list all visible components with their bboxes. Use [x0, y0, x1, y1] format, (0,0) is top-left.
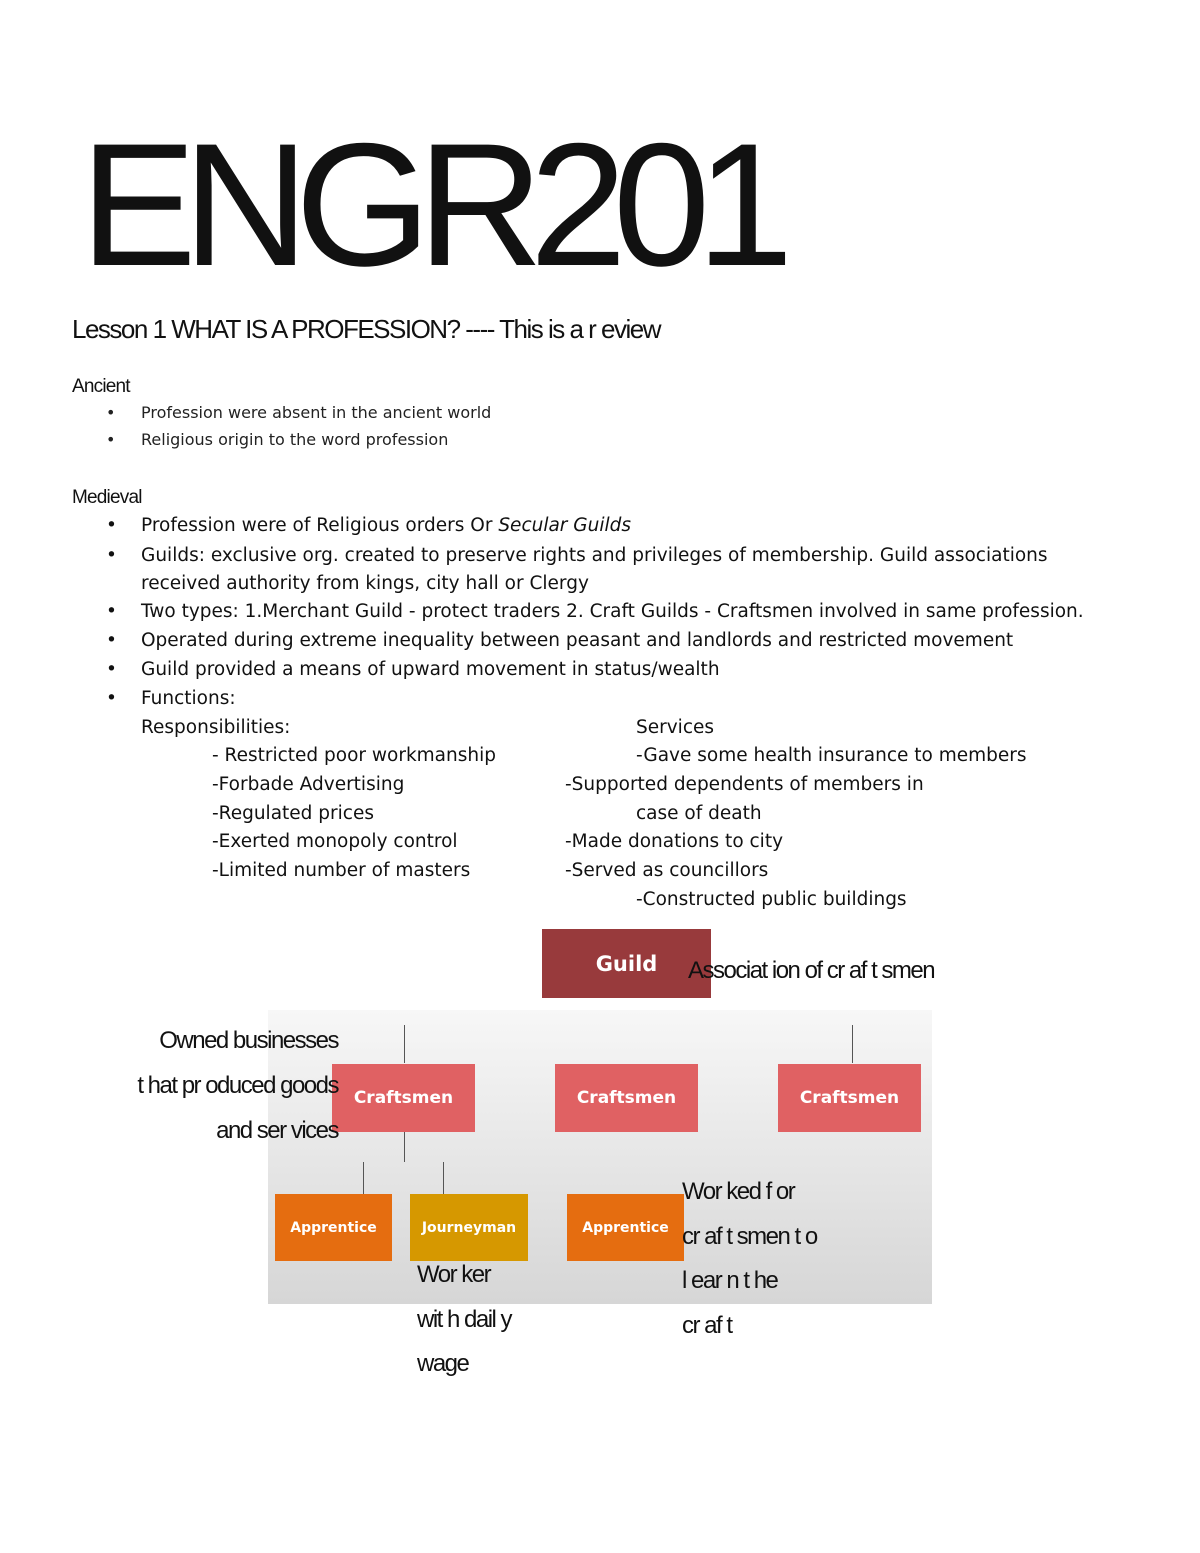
owner-note-line: and ser vices — [216, 1117, 338, 1144]
medieval-item: Functions: — [141, 688, 236, 709]
medieval-item: Two types: 1.Merchant Guild - protect traders 2. Craft Guilds - Craftsmen involved in same profession. — [141, 601, 1084, 622]
worker-note-line: Wor ker — [417, 1261, 491, 1288]
bullet-glyph: • — [106, 403, 116, 422]
service-item: case of death — [636, 803, 762, 824]
owner-note-line: t hat pr oduced goods — [137, 1072, 338, 1099]
responsibility-item: -Exerted monopoly control — [212, 831, 458, 852]
worker-note-line: wage — [417, 1350, 469, 1377]
guild-note: Associat ion of cr af t smen — [688, 957, 935, 984]
responsibility-item: -Limited number of masters — [212, 860, 471, 881]
craftsmen-box: Craftsmen — [332, 1064, 475, 1132]
medieval-item: Guilds: exclusive org. created to preserve rights and privileges of membership. Guild associations — [141, 545, 1048, 566]
bullet-glyph: • — [106, 659, 117, 680]
ancient-item: Religious origin to the word profession — [141, 430, 449, 449]
bullet-glyph: • — [106, 601, 117, 622]
journeyman-box: Journeyman — [410, 1194, 528, 1261]
bullet-glyph: • — [106, 430, 116, 449]
medieval-item: Operated during extreme inequality between peasant and landlords and restricted movement — [141, 630, 1014, 651]
responsibility-item: - Restricted poor workmanship — [212, 745, 496, 766]
guild-box: Guild — [542, 929, 711, 998]
ancient-item: Profession were absent in the ancient world — [141, 403, 492, 422]
apprentice-note-line: cr af t smen t o — [682, 1223, 817, 1250]
medieval-item-continued: received authority from kings, city hall or Clergy — [141, 573, 589, 594]
bullet-glyph: • — [106, 630, 117, 651]
medieval-item — [141, 515, 631, 536]
responsibilities-heading: Responsibilities: — [141, 717, 291, 738]
owner-note-line: Owned businesses — [159, 1027, 338, 1054]
medieval-item-text: Profession were of Religious orders Or — [141, 515, 499, 536]
bullet-glyph: • — [106, 545, 117, 566]
connector-line — [443, 1162, 444, 1194]
course-title: ENGR201 — [80, 108, 780, 303]
medieval-heading: Medieval — [72, 487, 142, 508]
responsibility-item: -Forbade Advertising — [212, 774, 405, 795]
apprentice-box: Apprentice — [275, 1194, 392, 1261]
apprentice-note-line: Wor ked f or — [682, 1178, 795, 1205]
service-item: -Served as councillors — [565, 860, 769, 881]
bullet-glyph: • — [106, 688, 117, 709]
responsibility-item: -Regulated prices — [212, 803, 374, 824]
worker-note-line: wit h dail y — [417, 1306, 512, 1333]
services-heading: Services — [636, 717, 715, 738]
service-item: -Made donations to city — [565, 831, 784, 852]
connector-line — [404, 1025, 405, 1063]
bullet-glyph: • — [106, 515, 117, 536]
medieval-item: Guild provided a means of upward movement in status/wealth — [141, 659, 720, 680]
connector-line — [404, 1132, 405, 1162]
service-item: -Supported dependents of members in — [565, 774, 924, 795]
service-item: -Constructed public buildings — [636, 889, 907, 910]
craftsmen-box: Craftsmen — [555, 1064, 698, 1132]
service-item: -Gave some health insurance to members — [636, 745, 1027, 766]
secular-guilds-italic: Secular Guilds — [498, 515, 632, 536]
ancient-heading: Ancient — [72, 376, 130, 397]
lesson-heading: Lesson 1 WHAT IS A PROFESSION? ---- This is a r eview — [72, 314, 661, 344]
connector-line — [363, 1162, 364, 1194]
connector-line — [852, 1025, 853, 1063]
craftsmen-box: Craftsmen — [778, 1064, 921, 1132]
apprentice-note-line: l ear n t he — [682, 1267, 778, 1294]
apprentice-note-line: cr af t — [682, 1312, 732, 1339]
apprentice-box: Apprentice — [567, 1194, 684, 1261]
